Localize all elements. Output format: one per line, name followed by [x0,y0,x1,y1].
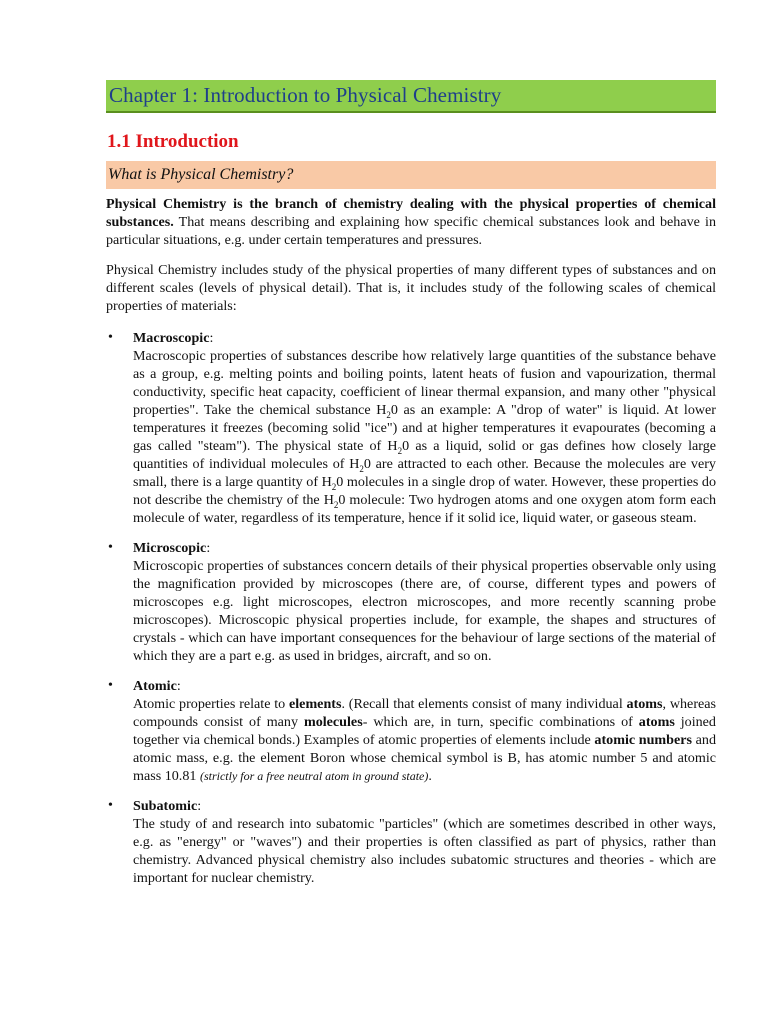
term-subatomic: Subatomic [133,798,198,814]
formula-h2o: $H_20$ [387,438,410,456]
microscopic-text: Microscopic properties of substances concern details of their physical properties observable only using the magnification provided by microscopes (there are, of course, different types and powers of microscopes e.g. light microscopes, electron microscopes, and more recently scanning probe microscopes). Microscopic physical properties include, for example, the shapes and structures of crystals - which can have important consequences for the behaviour of large sections of the material of which they are a part e.g. as used in bridges, aircraft, and so on. [133,558,716,664]
keyword-elements: elements [289,696,342,712]
term-macroscopic: Macroscopic [133,330,210,346]
formula-h2o: $H_20$ [376,402,398,420]
colon: : [209,330,214,346]
bullet-icon: • [108,798,113,813]
macroscopic-text: Macroscopic properties of substances describe how relatively large quantities of the substance behave as a group, e.g. melting points and boiling points, latent heats of fusion and vapourization, thermal conductivity, specific heat capacity, coefficient of linear thermal expansion, and many other "physical properties". Take the chemical substance $H_20$ as an example: A "drop of water" is liquid. At lower temperatures it freezes (becoming solid "ice") and at higher temperatures it evapourates (becoming a gas called "steam"). The physical state of $H_20$ as a liquid, solid or gas defines how closely large quantities of individual molecules of $H_20$ are attracted to each other. Because the molecules are very small, there is a large quantity of $H_20$ molecules in a single drop of water. However, these properties do not describe the chemistry of the $H_20$ molecule: Two hydrogen atoms and one oxygen atom form each molecule of water, regardless of its temperature, hence if it solid ice, liquid water, or gaseous steam. [133,348,717,526]
formula-h2o: $H_20$ [321,474,344,492]
chapter-title-bar [106,80,716,113]
bullet-icon: • [108,540,113,555]
term-atomic: Atomic [133,678,177,694]
ground-state-note: (strictly for a free neutral atom in ground state) [199,769,429,783]
keyword-atoms: atoms [638,714,675,730]
list-item-atomic [106,677,716,785]
term-microscopic: Microscopic [133,540,207,556]
colon: : [206,540,211,556]
list-item-microscopic [106,539,716,665]
chapter-title: Chapter 1: Introduction to Physical Chemistry [109,83,502,107]
question-heading-bar [106,161,716,189]
subatomic-text: The study of and research into subatomic "particles" (which are sometimes described in other ways, e.g. as "energy" or "waves") and their properties is often classified as part of physics, rather than chemistry. Advanced physical chemistry also includes subatomic structures and theories - which are important for nuclear chemistry. [133,816,716,886]
section-title: 1.1 Introduction [107,131,239,152]
scales-paragraph: Physical Chemistry includes study of the physical properties of many different types of substances and on different scales (levels of physical detail). That is, it includes study of the following scales of chemical properties of materials: [106,262,716,314]
question-heading: What is Physical Chemistry? [108,166,294,183]
atomic-text: Atomic properties relate to elements. (Recall that elements consist of many individual atoms, whereas compounds consist of many molecules- which are, in turn, specific combinations of atoms joined together via chemical bonds.) Examples of atomic properties of elements include atomic numbers and atomic mass, e.g. the element Boron whose chemical symbol is B, has atomic number 5 and atomic mass 10.81 (strictly for a free neutral atom in ground state). [133,696,717,784]
formula-h2o: $H_20$ [349,456,371,474]
keyword-atoms: atoms [626,696,663,712]
scales-list [106,329,716,887]
colon: : [176,678,181,694]
keyword-atomic-numbers: atomic numbers [594,732,693,748]
list-item-macroscopic [106,329,716,527]
keyword-molecules: molecules [303,714,363,730]
colon: : [197,798,202,814]
bullet-icon: • [108,330,113,345]
intro-paragraph [106,195,716,249]
intro-bold: Physical Chemistry is the branch of chemistry dealing with the physical properties of chemical substances. [106,196,716,230]
intro-rest: That means describing and explaining how specific chemical substances look and behave in particular situations, e.g. under certain temperatures and pressures. [106,214,716,248]
list-item-subatomic [106,797,716,887]
bullet-icon: • [108,678,113,693]
formula-h2o: $H_20$ [323,492,346,510]
document-page [106,80,716,899]
